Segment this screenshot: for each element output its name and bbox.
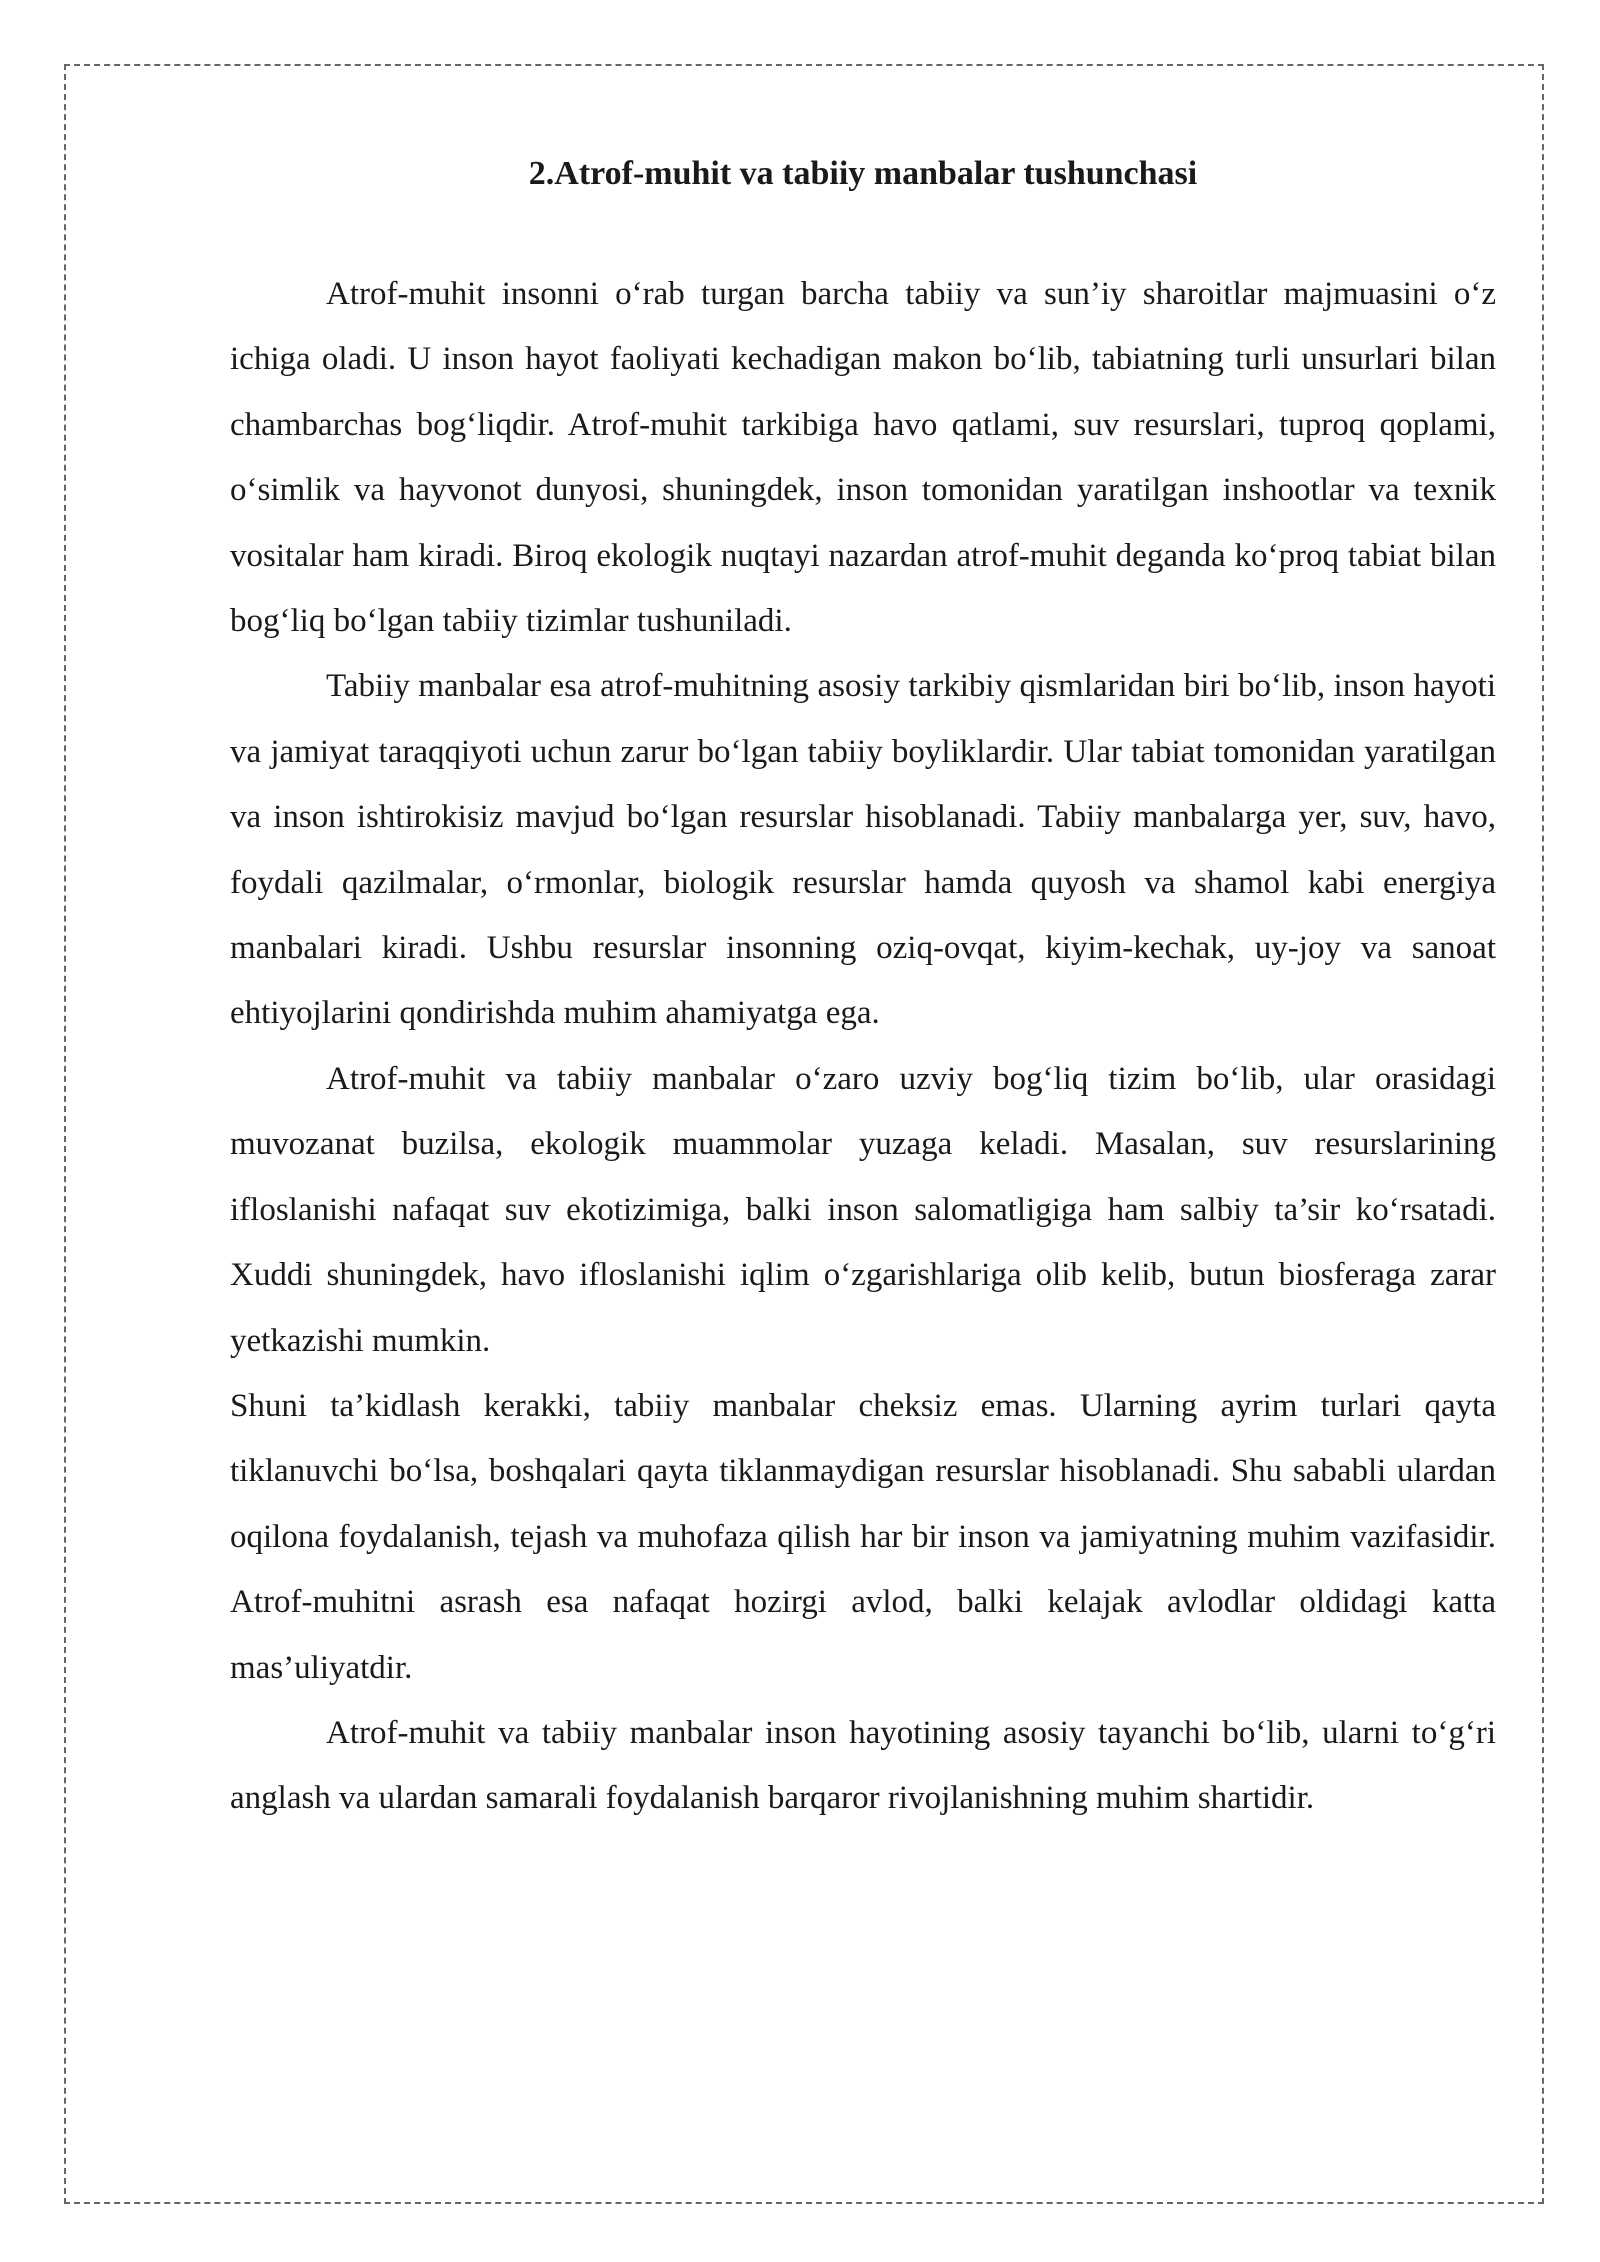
document-title: 2.Atrof-muhit va tabiiy manbalar tushunchasi (528, 155, 1198, 192)
paragraph-3: Atrof-muhit va tabiiy manbalar o‘zaro uzviy bog‘liq tizim bo‘lib, ular orasidagi muvozanat buzilsa, ekologik muammolar yuzaga keladi. Masalan, suv resurslarining ifloslanishi nafaqat suv ekotizimiga, balki inson salomatligiga ham salbiy ta’sir ko‘rsatadi. Xuddi shuningdek, havo ifloslanishi iqlim o‘zgarishlariga olib kelib, butun biosferaga zarar yetkazishi mumkin. (230, 1060, 1496, 1359)
paragraph-1: Atrof-muhit insonni o‘rab turgan barcha tabiiy va sun’iy sharoitlar majmuasini o‘z ichiga oladi. U inson hayot faoliyati kechadigan makon bo‘lib, tabiatning turli unsurlari bilan chambarchas bog‘liqdir. Atrof-muhit tarkibiga havo qatlami, suv resurslari, tuproq qoplami, o‘simlik va hayvonot dunyosi, shuningdek, inson tomonidan yaratilgan inshootlar va texnik vositalar ham kiradi. Biroq ekologik nuqtayi nazardan atrof-muhit deganda ko‘proq tabiat bilan bog‘liq bo‘lgan tabiiy tizimlar tushuniladi. (230, 276, 1496, 640)
paragraph-2: Tabiiy manbalar esa atrof-muhitning asosiy tarkibiy qismlaridan biri bo‘lib, inson hayoti va jamiyat taraqqiyoti uchun zarur bo‘lgan tabiiy boyliklardir. Ular tabiat tomonidan yaratilgan va inson ishtirokisiz mavjud bo‘lgan resurslar hisoblanadi. Tabiiy manbalarga yer, suv, havo, foydali qazilmalar, o‘rmonlar, biologik resurslar hamda quyosh va shamol kabi energiya manbalari kiradi. Ushbu resurslar insonning oziq-ovqat, kiyim-kechak, uy-joy va sanoat ehtiyojlarini qondirishda muhim ahamiyatga ega. (230, 668, 1496, 1032)
document-body (230, 150, 1496, 1832)
paragraph-4: Shuni ta’kidlash kerakki, tabiiy manbalar cheksiz emas. Ularning ayrim turlari qayta tiklanuvchi bo‘lsa, boshqalari qayta tiklanmaydigan resurslar hisoblanadi. Shu sababli ulardan oqilona foydalanish, tejash va muhofaza qilish har bir inson va jamiyatning muhim vazifasidir. Atrof-muhitni asrash esa nafaqat hozirgi avlod, balki kelajak avlodlar oldidagi katta mas’uliyatdir. (230, 1387, 1496, 1686)
paragraph-5: Atrof-muhit va tabiiy manbalar inson hayotining asosiy tayanchi bo‘lib, ularni to‘g‘ri anglash va ulardan samarali foydalanish barqaror rivojlanishning muhim shartidir. (230, 1714, 1496, 1817)
